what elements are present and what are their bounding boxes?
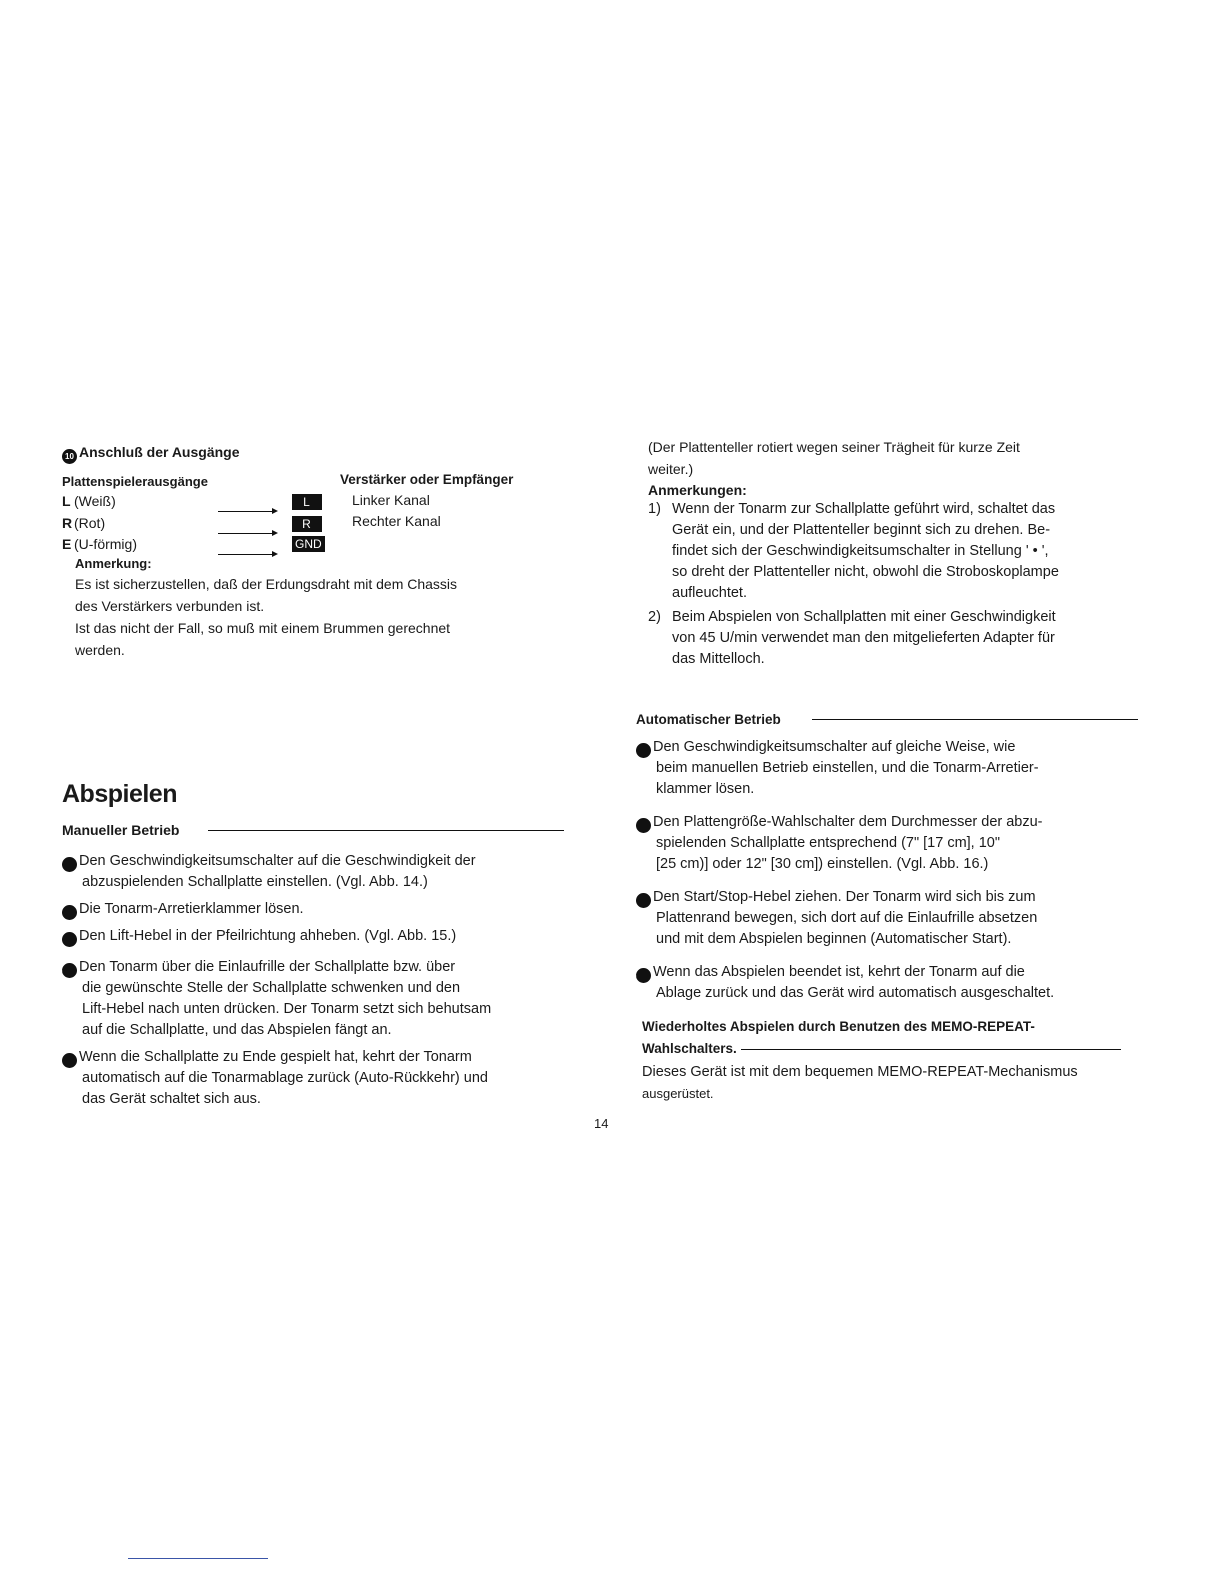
list-item [630, 812, 1146, 875]
step-line: Den Plattengröße-Wahlschalter dem Durchmesser der abzu- [653, 814, 1043, 830]
note-number: 2) [648, 609, 661, 625]
note-text [75, 573, 575, 661]
manual-steps [56, 851, 572, 1110]
footnote-rule [128, 1558, 268, 1559]
list-item [648, 499, 1138, 604]
note-line: Es ist sicherzustellen, daß der Erdungsdraht mit dem Chassis [75, 576, 458, 592]
step-line: Den Geschwindigkeitsumschalter auf gleiche Weise, wie [653, 739, 1016, 755]
step-marker: 5 [62, 1053, 77, 1068]
step-marker: 4 [62, 963, 77, 978]
step-line: Lift-Hebel nach unten drücken. Der Tonarm setzt sich behutsam [82, 1001, 492, 1017]
arrow-icon [218, 511, 276, 512]
memo-title-line [642, 1038, 1142, 1060]
note-line: findet sich der Geschwindigkeitsumschalter in Stellung ' • ', [672, 543, 1049, 559]
note-line: Wenn der Tonarm zur Schallplatte geführt wird, schaltet das [672, 501, 1056, 517]
list-item [56, 899, 572, 920]
list-item [56, 851, 572, 893]
channel-box: L [292, 494, 322, 510]
section-outputs-heading [62, 442, 572, 464]
divider [208, 830, 564, 831]
step-line: Den Start/Stop-Hebel ziehen. Der Tonarm wird sich bis zum [653, 889, 1036, 905]
output-key: L [62, 493, 71, 509]
output-row-e [62, 535, 482, 555]
step-line: Wenn das Abspielen beendet ist, kehrt der Tonarm auf die [653, 964, 1025, 980]
step-line: spielenden Schallplatte entsprechend (7" [17 cm], 10" [656, 835, 1001, 851]
note-line: werden. [75, 642, 125, 658]
arrow-icon [218, 533, 276, 534]
step-line: Ablage zurück und das Gerät wird automatisch ausgeschaltet. [656, 985, 1055, 1001]
manual-title: Manueller Betrieb [62, 822, 180, 838]
note-line: aufleuchtet. [672, 585, 747, 601]
channel-box: R [292, 516, 322, 532]
text-line: Dieses Gerät ist mit dem bequemen MEMO-REPEAT-Mechanismus [642, 1064, 1078, 1080]
output-desc: (Weiß) [74, 493, 116, 509]
notes-list [648, 499, 1138, 670]
note-number: 1) [648, 501, 661, 517]
output-row-l [62, 492, 482, 512]
step-marker: 2 [62, 905, 77, 920]
divider [812, 719, 1138, 720]
step-line: [25 cm)] oder 12" [30 cm]) einstellen. (Vgl. Abb. 16.) [656, 856, 989, 872]
text-line: ausgerüstet. [642, 1086, 714, 1101]
note-line: so dreht der Plattenteller nicht, obwohl die Stroboskoplampe [672, 564, 1059, 580]
note-title: Anmerkung: [75, 556, 152, 571]
step-marker: 10 [62, 449, 77, 464]
step-marker: 1 [636, 743, 651, 758]
divider [741, 1049, 1121, 1050]
step-line: Den Geschwindigkeitsumschalter auf die Geschwindigkeit der [79, 853, 476, 869]
section-outputs [62, 442, 572, 464]
list-item [648, 607, 1138, 670]
list-item [630, 887, 1146, 950]
text-line: (Der Plattenteller rotiert wegen seiner Trägheit für kurze Zeit [648, 439, 1020, 455]
memo-text [642, 1062, 1162, 1104]
list-item [630, 737, 1146, 800]
step-marker: 4 [636, 968, 651, 983]
step-marker: 1 [62, 857, 77, 872]
note-line: das Mittelloch. [672, 651, 765, 667]
output-desc: (Rot) [74, 515, 106, 531]
page-number: 14 [594, 1116, 609, 1131]
note-line: Beim Abspielen von Schallplatten mit einer Geschwindigkeit [672, 609, 1056, 625]
output-key: E [62, 536, 72, 552]
memo-title [642, 1016, 1142, 1060]
auto-title: Automatischer Betrieb [636, 712, 781, 727]
step-line: automatisch auf die Tonarmablage zurück (Auto-Rückkehr) und [82, 1070, 488, 1086]
channel-box: GND [292, 536, 325, 552]
channel-label: Linker Kanal [352, 492, 430, 508]
step-marker: 2 [636, 818, 651, 833]
step-marker: 3 [636, 893, 651, 908]
col-header-amplifier: Verstärker oder Empfänger [340, 472, 514, 487]
step-line: klammer lösen. [656, 781, 755, 797]
note-line: des Verstärkers verbunden ist. [75, 598, 265, 614]
step-line: Die Tonarm-Arretierklammer lösen. [79, 901, 304, 917]
step-line: und mit dem Abspielen beginnen (Automatischer Start). [656, 931, 1012, 947]
step-line: Den Tonarm über die Einlaufrille der Schallplatte bzw. über [79, 959, 456, 975]
channel-label: Rechter Kanal [352, 513, 441, 529]
auto-steps [630, 737, 1146, 1004]
step-line: das Gerät schaltet sich aus. [82, 1091, 261, 1107]
memo-title-line: Wiederholtes Abspielen durch Benutzen des MEMO-REPEAT- [642, 1019, 1035, 1034]
memo-title-text: Wahlschalters. [642, 1041, 737, 1056]
step-line: abzuspielenden Schallplatte einstellen. (Vgl. Abb. 14.) [82, 874, 428, 890]
step-line: beim manuellen Betrieb einstellen, und die Tonarm-Arretier- [656, 760, 1039, 776]
page-heading: Abspielen [62, 780, 177, 808]
col-header-turntable: Plattenspielerausgänge [62, 474, 208, 489]
note-line: Ist das nicht der Fall, so muß mit einem Brummen gerechnet [75, 620, 451, 636]
step-line: Den Lift-Hebel in der Pfeilrichtung ahheben. (Vgl. Abb. 15.) [79, 928, 457, 944]
step-line: die gewünschte Stelle der Schallplatte schwenken und den [82, 980, 461, 996]
output-desc: (U-förmig) [74, 536, 137, 552]
list-item [56, 926, 572, 947]
output-key: R [62, 515, 73, 531]
step-line: Plattenrand bewegen, sich dort auf die Einlaufrille absetzen [656, 910, 1038, 926]
section-outputs-title: Anschluß der Ausgänge [79, 444, 240, 460]
text-line: weiter.) [648, 461, 694, 477]
output-row-r [62, 513, 482, 533]
list-item [630, 962, 1146, 1004]
continuation-text [648, 436, 1148, 480]
arrow-icon [218, 554, 276, 555]
step-line: auf die Schallplatte, und das Abspielen fängt an. [82, 1022, 392, 1038]
step-marker: 3 [62, 932, 77, 947]
note-line: Gerät ein, und der Plattenteller beginnt sich zu drehen. Be- [672, 522, 1051, 538]
note-line: von 45 U/min verwendet man den mitgelieferten Adapter für [672, 630, 1055, 646]
list-item [56, 957, 572, 1041]
notes-title: Anmerkungen: [648, 482, 747, 498]
step-line: Wenn die Schallplatte zu Ende gespielt hat, kehrt der Tonarm [79, 1049, 472, 1065]
list-item [56, 1047, 572, 1110]
